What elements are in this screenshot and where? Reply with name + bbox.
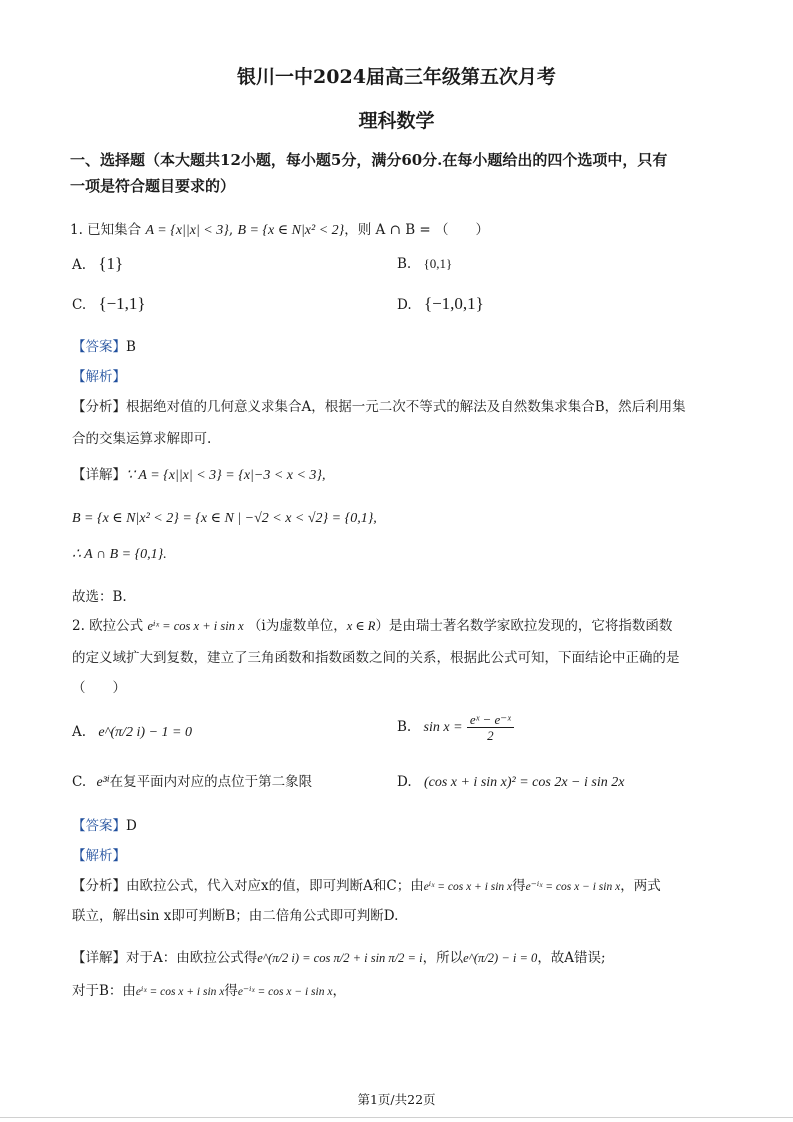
q1-set-a: A = {x||x| < 3} <box>145 223 229 238</box>
q2-analysis-tag: 【解析】 <box>72 848 126 864</box>
q1-stem: 1. 已知集合 A = {x||x| < 3}, B = {x ∈ N|x² < 2}，则 A ∩ B = （ ） <box>70 222 490 238</box>
q2-option-b-label: B. <box>397 719 412 735</box>
q2-option-b-numerator: eˣ − e⁻ˣ <box>467 712 514 728</box>
q2-fenxi-mid: 得 <box>512 878 526 894</box>
q1-option-a-value: {1} <box>98 254 124 273</box>
q2-detail-b-text: 对于B：由 <box>72 983 136 999</box>
q2-answer-tag: 【答案】 <box>72 818 126 834</box>
q2-stem-prefix: 2. 欧拉公式 <box>72 618 144 634</box>
q1-option-d <box>397 294 484 315</box>
q2-detail-a-mid: ，所以 <box>422 950 464 966</box>
q2-answer <box>72 816 137 836</box>
q1-detail-line3 <box>72 544 167 565</box>
q2-fenxi-line2: 联立，解出sin x即可判断B；由二倍角公式即可判断D. <box>72 908 399 924</box>
q1-option-c <box>72 294 146 315</box>
q2-fenxi-line1 <box>72 876 661 897</box>
q2-detail-tag: 【详解】 <box>72 950 126 966</box>
q2-detail-b-formula2: e⁻ⁱˣ = cos x − i sin x <box>237 986 333 998</box>
q2-stem-suffix: ）是由瑞士著名数学家欧拉发现的，它将指数函数 <box>375 618 673 634</box>
q2-option-c-formula: e³ⁱ <box>96 775 110 790</box>
q2-stem-line1 <box>72 616 672 636</box>
q1-detail-line1 <box>72 465 326 486</box>
q1-option-c-value: {−1,1} <box>98 294 146 313</box>
q2-fenxi-formula1: eⁱˣ = cos x + i sin x <box>423 881 513 893</box>
q1-detail-formula1: ∵ A = {x||x| < 3} = {x|−3 < x < 3}, <box>126 468 326 483</box>
q2-stem-formula: eⁱˣ = cos x + i sin x <box>147 619 244 633</box>
q1-stem-suffix: ，则 A ∩ B = （ ） <box>344 222 490 238</box>
q1-answer-value: B <box>126 339 136 355</box>
q2-option-d <box>397 772 624 793</box>
q2-option-b <box>397 712 514 743</box>
q2-option-b-left: sin x = <box>423 720 463 735</box>
q1-fenxi-line2: 合的交集运算求解即可. <box>72 431 212 447</box>
q1-option-c-label: C. <box>72 297 87 313</box>
q2-option-a-value: e^(π/2 i) − 1 = 0 <box>98 725 192 740</box>
q2-detail-line1 <box>72 948 606 968</box>
q2-option-c <box>72 772 312 793</box>
q2-stem-xr: x ∈ R <box>346 619 376 633</box>
q2-fenxi-tag: 【分析】 <box>72 878 126 894</box>
q2-option-b-denominator: 2 <box>487 728 494 743</box>
q2-option-c-label: C. <box>72 774 87 790</box>
q1-choose: 故选：B. <box>72 589 127 605</box>
q2-detail-b-formula1: eⁱˣ = cos x + i sin x <box>135 986 225 998</box>
q2-detail-line2 <box>72 981 346 1002</box>
q2-stem-line3: （ ） <box>72 680 126 696</box>
q1-option-a <box>72 254 123 275</box>
q2-fenxi-text2: ，两式 <box>620 878 661 894</box>
q2-detail-a-text: 对于A：由欧拉公式得 <box>126 950 258 966</box>
q1-detail-tag: 【详解】 <box>72 467 126 483</box>
q2-option-d-label: D. <box>397 774 412 790</box>
q1-option-a-label: A. <box>72 257 87 273</box>
page-title: 银川一中2024届高三年级第五次月考 <box>237 66 556 88</box>
q2-answer-value: D <box>126 818 137 834</box>
bottom-rule <box>0 1117 793 1118</box>
q1-answer <box>72 337 136 357</box>
q1-fenxi-line1 <box>72 397 686 417</box>
q2-option-c-text: 在复平面内对应的点位于第二象限 <box>109 774 313 790</box>
section-heading-line2: 一项是符合题目要求的） <box>70 177 236 195</box>
q1-option-b <box>397 254 452 274</box>
q2-detail-a-end: ，故A错误; <box>537 950 606 966</box>
q2-detail-a-formula2: e^(π/2) − i = 0 <box>463 951 538 965</box>
q1-detail-formula2: B = {x ∈ N|x² < 2} = {x ∈ N | −√2 < x < √2} = {0,1}, <box>72 511 377 526</box>
q2-stem-line2: 的定义域扩大到复数，建立了三角函数和指数函数之间的关系，根据此公式可知，下面结论中正确的是 <box>72 650 680 666</box>
page-footer: 第1页/共22页 <box>357 1092 436 1107</box>
q2-fenxi-formula2: e⁻ⁱˣ = cos x − i sin x <box>525 881 621 893</box>
section-heading-line1: 一、选择题（本大题共12小题，每小题5分，满分60分.在每小题给出的四个选项中，只有 <box>70 151 668 169</box>
q2-option-b-fraction <box>467 712 514 743</box>
q2-option-a-label: A. <box>72 724 87 740</box>
q1-answer-tag: 【答案】 <box>72 339 126 355</box>
q2-stem-mid: （i为虚数单位， <box>247 618 347 634</box>
q2-option-d-value: (cos x + i sin x)² = cos 2x − i sin 2x <box>423 775 625 790</box>
q2-detail-a-formula1: e^(π/2 i) = cos π/2 + i sin π/2 = i <box>257 951 423 965</box>
q1-option-b-value: {0,1} <box>423 256 453 271</box>
q2-detail-b-end: ， <box>332 983 346 999</box>
q2-option-a <box>72 722 192 743</box>
page-subtitle: 理科数学 <box>358 110 435 132</box>
q1-analysis-tag: 【解析】 <box>72 369 126 385</box>
q1-set-b: B = {x ∈ N|x² < 2} <box>237 223 345 238</box>
q1-option-d-value: {−1,0,1} <box>423 294 484 313</box>
q1-fenxi-tag: 【分析】 <box>72 399 126 415</box>
q2-fenxi-text1: 由欧拉公式，代入对应x的值，即可判断A和C；由 <box>126 878 424 894</box>
q1-option-b-label: B. <box>397 256 412 272</box>
q1-fenxi-text1: 根据绝对值的几何意义求集合A，根据一元二次不等式的解法及自然数集求集合B，然后利用集 <box>126 399 686 415</box>
q2-detail-b-mid: 得 <box>224 983 238 999</box>
q1-option-d-label: D. <box>397 297 412 313</box>
q1-detail-line2 <box>72 508 377 529</box>
q1-stem-prefix: 1. 已知集合 <box>70 222 142 238</box>
q1-detail-formula3: ∴ A ∩ B = {0,1}. <box>72 547 167 562</box>
